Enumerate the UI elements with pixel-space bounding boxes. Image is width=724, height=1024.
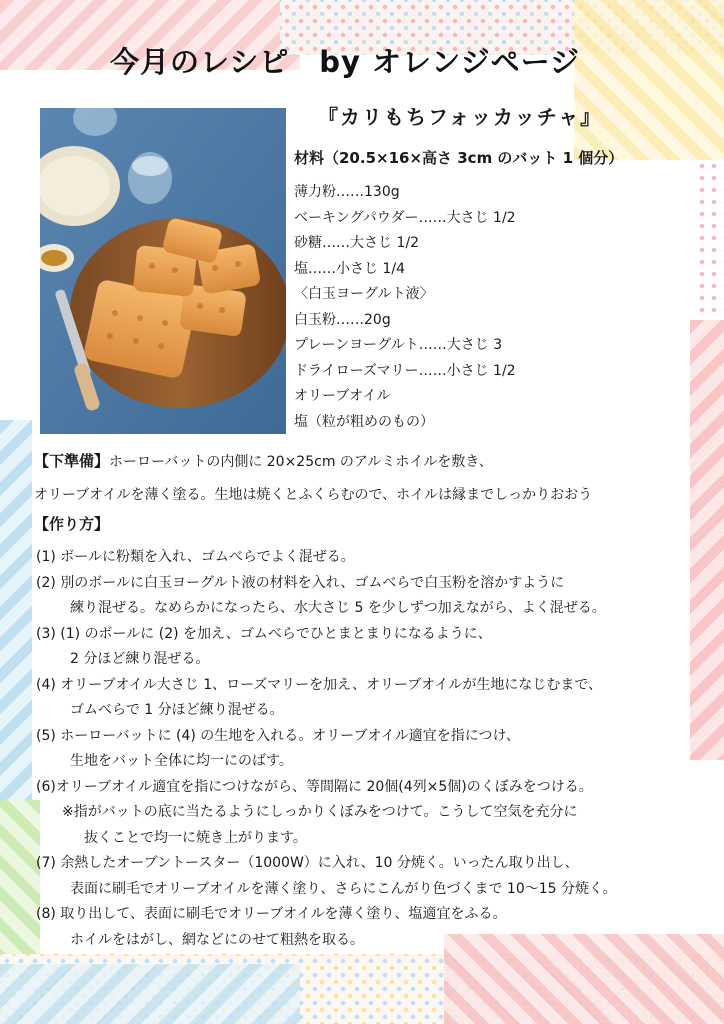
step-text: (5) ホーローバットに (4) の生地を入れる。オリーブオイル適宜を指につけ、: [36, 727, 520, 744]
recipe-name: 『カリもちフォッカッチャ』: [318, 105, 603, 129]
step-2: [36, 571, 701, 622]
ingredients-list: [294, 180, 516, 435]
step-text: 生地をバット全体に均一にのばす。: [70, 753, 293, 769]
ingredient-item: 塩……小さじ 1/4: [294, 260, 405, 277]
step-4: [36, 673, 701, 724]
step-text: ゴムべらで 1 分ほど練り混ぜる。: [70, 702, 284, 718]
step-text: (7) 余熱したオーブントースター（1000W）に入れ、10 分焼く。いったん取り出し、: [36, 855, 579, 871]
step-text: (3) (1) のボールに (2) を加え、ゴムべらでひとまとまりになるように、: [36, 625, 492, 642]
ingredient-item: 白玉粉……20g: [294, 311, 391, 328]
step-1: [36, 545, 701, 571]
step-text: (1) ボールに粉類を入れ、ゴムべらでよく混ぜる。: [36, 549, 355, 565]
ingredient-item: オリーブオイル: [294, 388, 391, 404]
focaccia-photo: [40, 108, 286, 434]
ingredient-item: 薄力粉……130g: [294, 184, 400, 200]
step-note: 抜くことで均一に焼き上がります。: [84, 829, 307, 846]
preparation-section: [34, 445, 699, 512]
step-7: [36, 851, 701, 902]
preparation-text: オリーブオイルを薄く塗る。生地は焼くとふくらむので、ホイルは縁までしっかりおおう: [34, 487, 593, 503]
step-text: (4) オリーブオイル大さじ 1、ローズマリーを加え、オリーブオイルが生地になじむまで、: [36, 676, 603, 693]
ingredient-item: 砂糖……大さじ 1/2: [294, 235, 419, 251]
preparation-line: [34, 445, 699, 479]
preparation-text: ホーローバットの内側に 20×25cm のアルミホイルを敷き、: [109, 454, 493, 470]
ingredient-item: 塩（粒が粗めのもの）: [294, 413, 434, 430]
step-text: 練り混ぜる。なめらかになったら、水大さじ 5 を少しずつ加えながら、よく混ぜる。: [70, 600, 606, 616]
ingredients-heading: 材料（20.5×16×高さ 3cm のバット 1 個分）: [294, 149, 624, 167]
step-text: 表面に刷毛でオリーブオイルを薄く塗り、さらにこんがり色づくまで 10〜15 分焼く。: [70, 880, 617, 897]
step-8: [36, 902, 701, 953]
step-text: (8) 取り出して、表面に刷毛でオリーブオイルを薄く塗り、塩適宜をふる。: [36, 906, 507, 922]
recipe-sheet: [26, 0, 706, 1024]
ingredient-item: ドライローズマリー……小さじ 1/2: [294, 362, 516, 379]
step-text: ホイルをはがし、網などにのせて粗熱を取る。: [70, 931, 364, 948]
step-text: (6)オリーブオイル適宜を指につけながら、等間隔に 20個(4列×5個)のくぼみをつける。: [36, 778, 593, 795]
step-6: [36, 775, 701, 852]
step-5: [36, 724, 701, 775]
page-title: 今月のレシピ by オレンジページ: [110, 45, 581, 79]
step-3: [36, 622, 701, 673]
preparation-heading: 【下準備】: [34, 452, 110, 470]
step-text: 2 分ほど練り混ぜる。: [70, 651, 210, 667]
steps-list: [36, 545, 701, 953]
step-note: ※指がバットの底に当たるようにしっかりくぼみをつけて。こうして空気を充分に: [62, 804, 578, 820]
ingredient-subheading: 〈白玉ヨーグルト液〉: [294, 286, 434, 302]
ingredient-item: プレーンヨーグルト……大さじ 3: [294, 337, 503, 353]
ingredient-item: ベーキングパウダー……大さじ 1/2: [294, 209, 516, 226]
method-heading: 【作り方】: [34, 515, 110, 533]
step-text: (2) 別のボールに白玉ヨーグルト液の材料を入れ、ゴムべらで白玉粉を溶かすように: [36, 574, 565, 591]
